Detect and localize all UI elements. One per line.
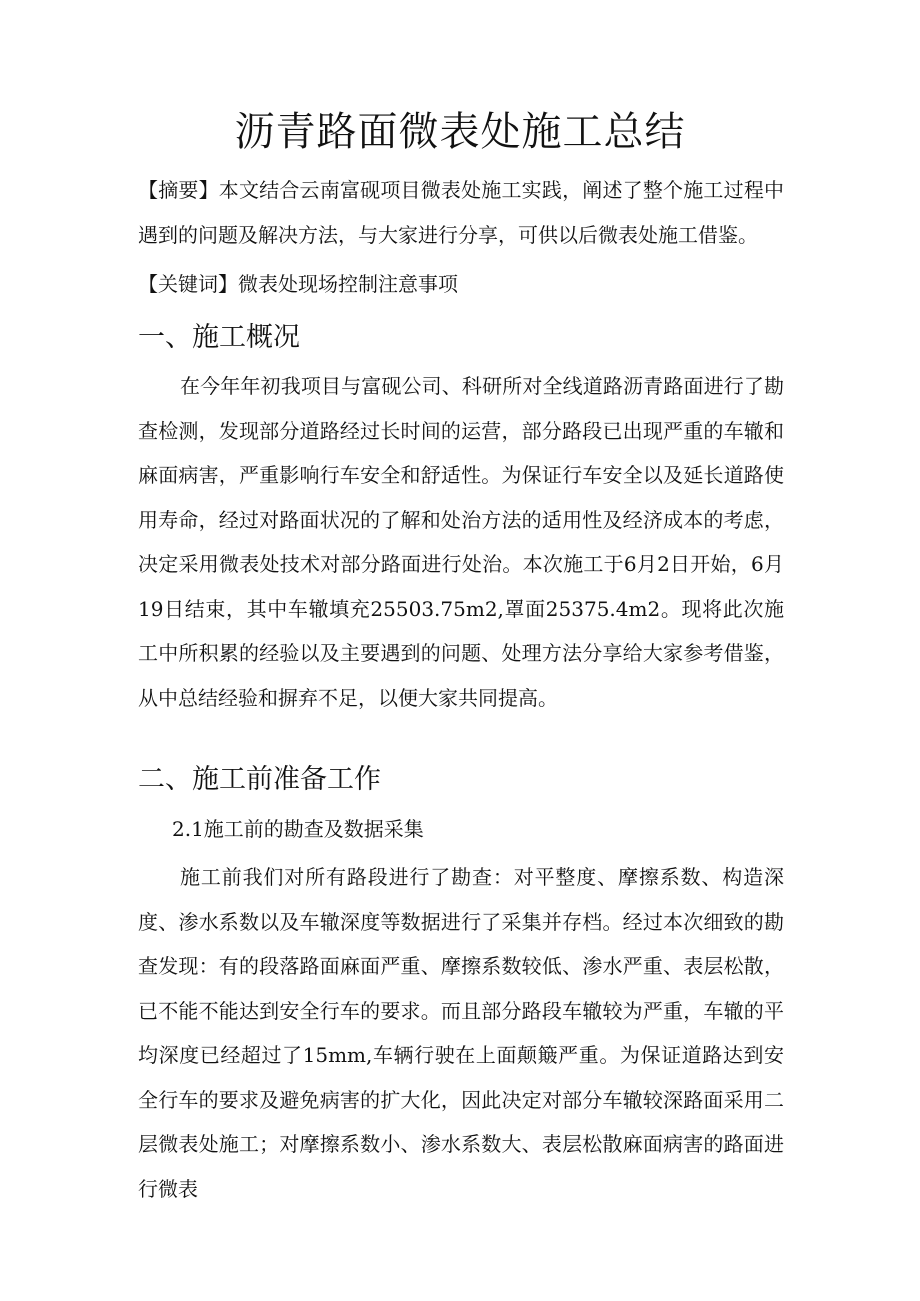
document-title: 沥青路面微表处施工总结 — [234, 109, 686, 155]
abstract-label: 【摘要】 — [138, 178, 219, 202]
abstract-text: 本文结合云南富砚项目微表处施工实践，阐述了整个施工过程中遇到的问题及解决方法，与大家进行分享，可供以后微表处施工借鉴。 — [138, 178, 785, 247]
abstract-paragraph — [138, 168, 784, 257]
section-1-paragraph: 在今年年初我项目与富砚公司、科研所对全线道路沥青路面进行了勘查检测，发现部分道路经过长时间的运营，部分路段已出现严重的车辙和麻面病害，严重影响行车安全和舒适性。为保证行车安全以及延长道路使用寿命，经过对路面状况的了解和处治方法的适用性及经济成本的考虑，决定采用微表处技术对部分路面进行处治。本次施工于6月2日开始，6月19日结束，其中车辙填充25503.75m2,罩面25375.4m2。现将此次施工中所积累的经验以及主要遇到的问题、处理方法分享给大家参考借鉴，从中总结经验和摒弃不足，以便大家共同提高。 — [138, 374, 784, 710]
section-2-heading: 二、施工前准备工作 — [138, 764, 381, 795]
keywords-paragraph — [138, 262, 784, 307]
section-2-1-paragraph: 施工前我们对所有路段进行了勘查：对平整度、摩擦系数、构造深度、渗水系数以及车辙深度等数据进行了采集并存档。经过本次细致的勘查发现：有的段落路面麻面严重、摩擦系数较低、渗水严重、表层松散，已不能不能达到安全行车的要求。而且部分路段车辙较为严重，车辙的平均深度已经超过了15mm,车辆行驶在上面颠簸严重。为保证道路达到安全行车的要求及避免病害的扩大化，因此决定对部分车辙较深路面采用二层微表处施工；对摩擦系数小、渗水系数大、表层松散麻面病害的路面进行微表 — [138, 865, 784, 1201]
keywords-text: 微表处现场控制注意事项 — [238, 272, 458, 296]
section-1-heading: 一、施工概况 — [138, 322, 300, 353]
keywords-label: 【关键词】 — [138, 272, 238, 296]
section-2-1-subheading: 2.1施工前的勘查及数据采集 — [172, 817, 424, 841]
